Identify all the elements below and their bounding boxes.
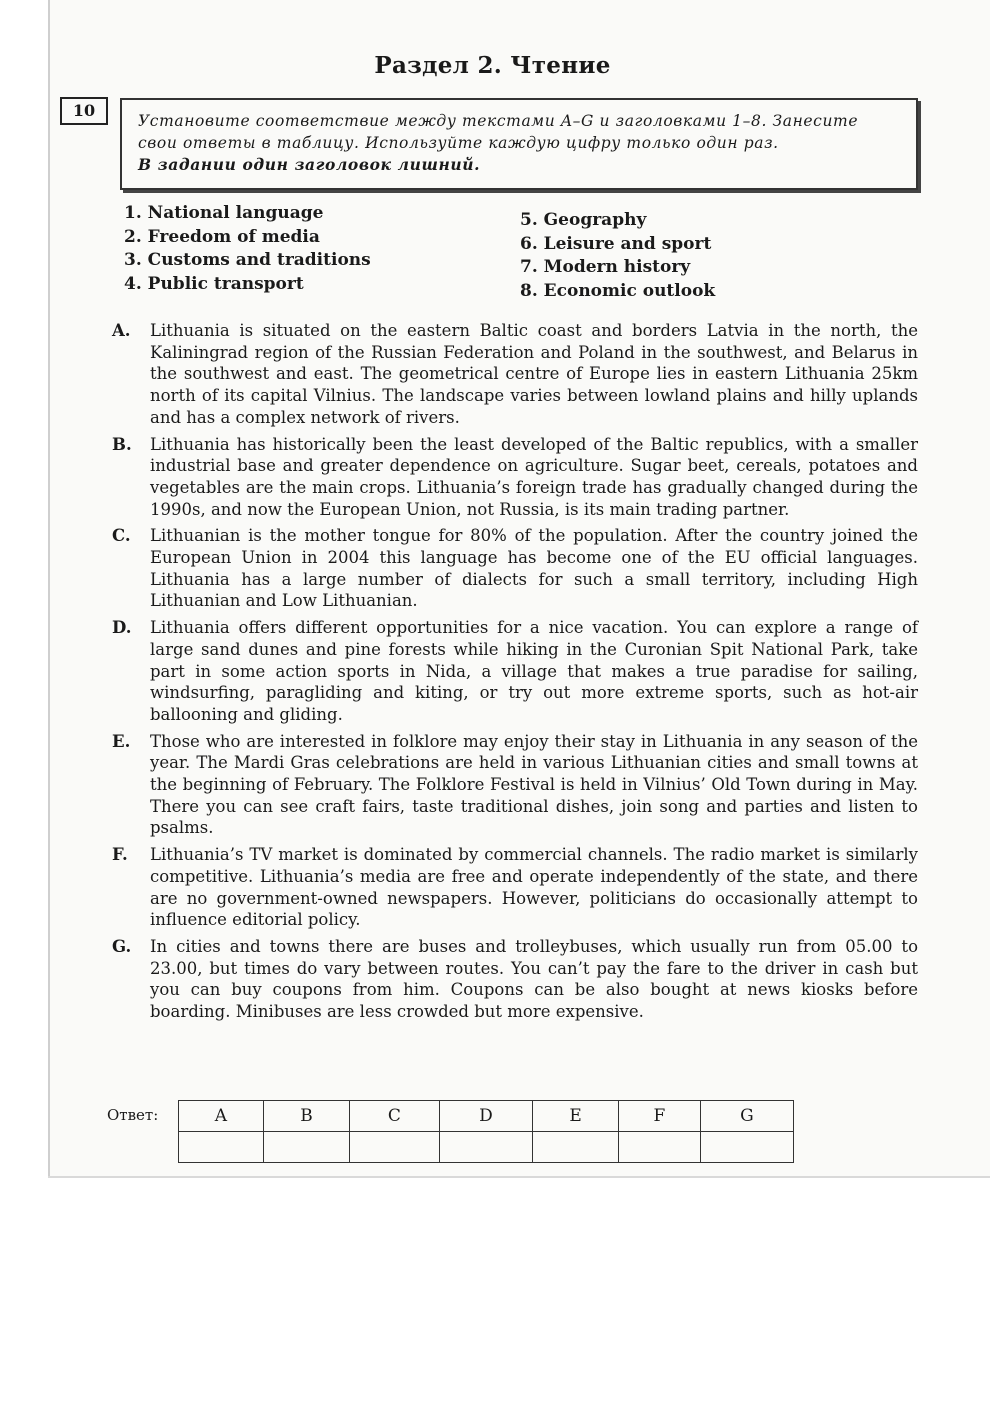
instruction-line-3: В задании один заголовок лишний. bbox=[138, 155, 481, 174]
answer-col-header: D bbox=[439, 1101, 533, 1132]
text-letter: C. bbox=[112, 526, 131, 546]
answer-col-header: E bbox=[533, 1101, 619, 1132]
text-block-d bbox=[112, 617, 918, 726]
heading-item: 5. Geography bbox=[520, 210, 647, 230]
instruction-line-2: свои ответы в таблицу. Используйте каждую цифру только один раз. bbox=[138, 134, 779, 152]
answer-label: Ответ: bbox=[107, 1106, 159, 1124]
heading-item: 1. National language bbox=[124, 203, 324, 223]
heading-item: 2. Freedom of media bbox=[124, 226, 320, 247]
reading-texts bbox=[112, 320, 918, 1028]
text-body: Those who are interested in folklore may enjoy their stay in Lithuania in any season of the year. The Mardi Gras celebrations are held in various Lithuanian cities and small towns at the beginning of February. The Folklore Festival is held in Vilnius’ Old Town during in May. There you can see craft fairs, taste traditional dishes, join song and parties and listen to psalms. bbox=[150, 731, 918, 838]
text-body: Lithuanian is the mother tongue for 80% of the population. After the country joined the European Union in 2004 this language has become one of the EU official languages. Lithuania has a large number of dialects for such a small territory, including High Lithuanian and Low Lithuanian. bbox=[150, 526, 918, 611]
headings-list-left bbox=[124, 202, 371, 296]
answer-cell-f[interactable] bbox=[618, 1132, 700, 1163]
text-body: Lithuania’s TV market is dominated by commercial channels. The radio market is similarly competitive. Lithuania’s media are free and operate independently of the state, and there are no government-owned newspapers. However, politicians do occasionally attempt to influence editorial policy. bbox=[150, 845, 918, 930]
task-number: 10 bbox=[60, 97, 108, 125]
answer-input-row bbox=[179, 1132, 794, 1163]
answer-cell-g[interactable] bbox=[700, 1132, 793, 1163]
headings-list-right bbox=[520, 209, 715, 303]
answer-cell-e[interactable] bbox=[533, 1132, 619, 1163]
heading-item: 4. Public transport bbox=[124, 273, 304, 294]
answer-col-header: A bbox=[179, 1101, 264, 1132]
text-letter: A. bbox=[112, 321, 131, 340]
answer-col-header: B bbox=[263, 1101, 349, 1132]
answer-col-header: C bbox=[350, 1101, 440, 1132]
text-letter: B. bbox=[112, 434, 132, 454]
text-block-e bbox=[112, 731, 918, 840]
text-block-b bbox=[112, 434, 918, 521]
text-letter: G. bbox=[112, 936, 132, 956]
page-bottom-edge bbox=[48, 1176, 990, 1178]
text-body: In cities and towns there are buses and trolleybuses, which usually run from 05.00 to 23.00, but times do vary between routes. You can’t pay the fare to the driver in cash but you can buy coupons from him. Coupons can be also bought at news kiosks before boarding. Minibuses are less crowded but more expensive. bbox=[150, 936, 918, 1022]
text-block-a bbox=[112, 320, 918, 429]
text-body: Lithuania is situated on the eastern Baltic coast and borders Latvia in the north, the Kaliningrad region of the Russian Federation and Poland in the southwest, and Belarus in the southwest and east. The geometrical centre of Europe lies in eastern Lithuania 25km north of its capital Vilnius. The landscape varies between lowland plains and hilly uplands and has a complex network of rivers. bbox=[150, 321, 918, 427]
text-block-f bbox=[112, 844, 918, 931]
answer-header-row bbox=[179, 1101, 794, 1132]
instruction-box bbox=[120, 98, 918, 190]
heading-item: 8. Economic outlook bbox=[520, 280, 716, 301]
text-letter: E. bbox=[112, 731, 131, 751]
answer-cell-d[interactable] bbox=[439, 1132, 533, 1163]
section-title: Раздел 2. Чтение bbox=[374, 52, 611, 79]
heading-item: 6. Leisure and sport bbox=[520, 233, 712, 254]
answer-cell-b[interactable] bbox=[263, 1132, 349, 1163]
text-block-g bbox=[112, 936, 918, 1023]
heading-item: 3. Customs and traditions bbox=[124, 250, 371, 270]
text-body: Lithuania offers different opportunities for a nice vacation. You can explore a range of large sand dunes and pine forests while hiking in the Curonian Spit National Park, take part in some action sports in Nida, a village that makes a true paradise for sailing, windsurfing, paragliding and kiting, or try out more extreme sports, such as hot-air ballooning and gliding. bbox=[150, 618, 918, 724]
text-letter: D. bbox=[112, 618, 132, 638]
answer-table bbox=[178, 1100, 794, 1163]
text-body: Lithuania has historically been the least developed of the Baltic republics, with a smaller industrial base and greater dependence on agriculture. Sugar beet, cereals, potatoes and vegetables are the main crops. Lithuania’s foreign trade has gradually changed during the 1990s, and now the European Union, not Russia, is its main trading partner. bbox=[150, 434, 918, 519]
answer-cell-a[interactable] bbox=[179, 1132, 264, 1163]
page-edge bbox=[48, 0, 50, 1178]
answer-col-header: G bbox=[700, 1101, 793, 1132]
answer-col-header: F bbox=[618, 1101, 700, 1132]
text-block-c bbox=[112, 525, 918, 612]
text-letter: F. bbox=[112, 845, 128, 865]
heading-item: 7. Modern history bbox=[520, 257, 691, 277]
instruction-line-1: Установите соответствие между текстами A–G и заголовками 1–8. Занесите bbox=[138, 112, 859, 130]
answer-cell-c[interactable] bbox=[350, 1132, 440, 1163]
